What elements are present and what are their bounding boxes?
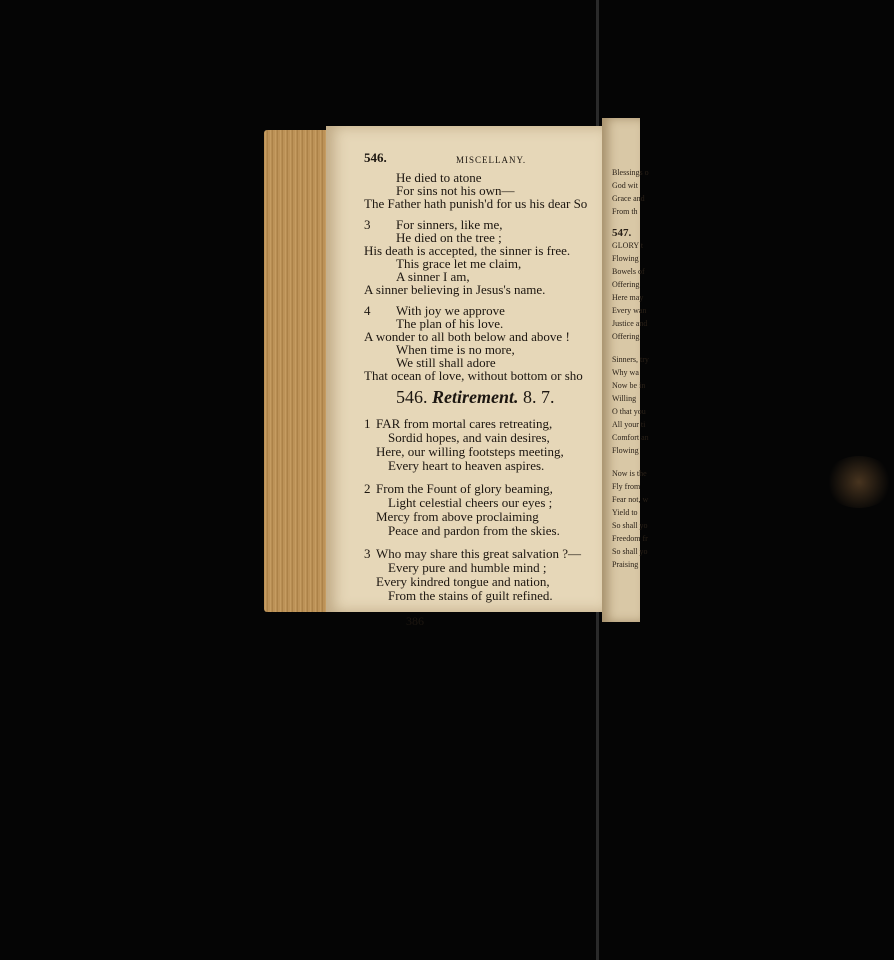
verse-line: A sinner believing in Jesus's name. (364, 282, 546, 297)
next-page-text: Yield to (612, 508, 638, 517)
verse-line: Light celestial cheers our eyes ; (388, 495, 553, 510)
next-page-text: Fly from (612, 482, 641, 491)
running-title: MISCELLANY. (456, 155, 527, 165)
hymn-name: Retirement. (432, 387, 519, 407)
verse-line: He died on the tree ; (396, 230, 502, 245)
page-stain (824, 456, 894, 508)
verse-line: Mercy from above proclaiming (376, 509, 539, 524)
verse-number: 1 (364, 416, 371, 431)
book-page (326, 126, 602, 628)
next-page-text: Grace and (612, 194, 645, 203)
next-page-text: Flowing (612, 254, 639, 263)
verse-line: From the stains of guilt refined. (388, 588, 553, 603)
next-page-text: Now be in (612, 381, 646, 390)
verse-line: Who may share this great salvation ?— (376, 546, 582, 561)
verse-line: The plan of his love. (396, 316, 504, 331)
verse-line: The Father hath punish'd for us his dear So (364, 196, 588, 211)
next-page-text: From th (612, 207, 638, 216)
next-page-text: Flowing (612, 446, 639, 455)
verse-line: With joy we approve (396, 303, 505, 318)
next-page-text: Willing (612, 394, 637, 403)
verse-number: 3 (364, 546, 371, 561)
verse-line: When time is no more, (396, 342, 515, 357)
verse-line: His death is accepted, the sinner is free. (364, 243, 571, 258)
verse-line: Peace and pardon from the skies. (388, 523, 560, 538)
next-page-text: So shall yo (612, 521, 648, 530)
next-page-text: God wit (612, 181, 638, 190)
next-page-text: Comfort an (612, 433, 649, 442)
verse-line: Here, our willing footsteps meeting, (376, 444, 564, 459)
hymn-number: 546. (396, 387, 428, 407)
next-page-text: Offering (612, 280, 640, 289)
verse-line: Every kindred tongue and nation, (376, 574, 550, 589)
verse-line: He died to atone (396, 170, 482, 185)
next-page-text: So shall yo (612, 547, 648, 556)
verse-line: From the Fount of glory beaming, (376, 481, 553, 496)
next-page-text: Freedom fr (612, 534, 648, 543)
hymn-meter: 8. 7. (523, 387, 555, 407)
verse-line: This grace let me claim, (396, 256, 522, 271)
verse-line: Every heart to heaven aspires. (388, 458, 545, 473)
verse-line: A wonder to all both below and above ! (364, 329, 570, 344)
page-edge (264, 130, 330, 612)
verse-line: FAR from mortal cares retreating, (376, 416, 553, 431)
next-page-text: Bowels of (612, 267, 645, 276)
verse-line: Sordid hopes, and vain desires, (388, 430, 550, 445)
hymn-heading (396, 386, 555, 408)
next-page-text: Every wan (612, 306, 647, 315)
verse-number: 3 (364, 217, 371, 232)
verse-number: 4 (364, 303, 371, 318)
next-page-text: Here may (612, 293, 644, 302)
next-page-text: 547. (612, 227, 632, 239)
verse-line: For sins not his own— (396, 183, 515, 198)
verse-line: That ocean of love, without bottom or sho (364, 368, 583, 383)
next-page-text: All your ti (612, 420, 646, 429)
verse-line: We still shall adore (396, 355, 496, 370)
next-page-text: Praising (612, 560, 639, 569)
next-page-text: Sinners, try (612, 355, 649, 364)
next-page-text: O that you (612, 407, 646, 416)
folio-number: 386 (406, 614, 424, 628)
next-page-text: Fear not, w (612, 495, 649, 504)
next-page-text: Why wa (612, 368, 639, 377)
next-page-text: Justice and (612, 319, 648, 328)
next-page-text: GLORY t (612, 241, 644, 250)
next-page-text: Offering (612, 332, 640, 341)
next-page-fragment (602, 118, 649, 622)
verse-number: 2 (364, 481, 371, 496)
verse-line: A sinner I am, (396, 269, 470, 284)
page-number: 546. (364, 150, 387, 165)
next-page-text: Now is the (612, 469, 647, 478)
verse-line: For sinners, like me, (396, 217, 503, 232)
verse-line: Every pure and humble mind ; (388, 560, 547, 575)
next-page-text: Blessings o (612, 168, 649, 177)
